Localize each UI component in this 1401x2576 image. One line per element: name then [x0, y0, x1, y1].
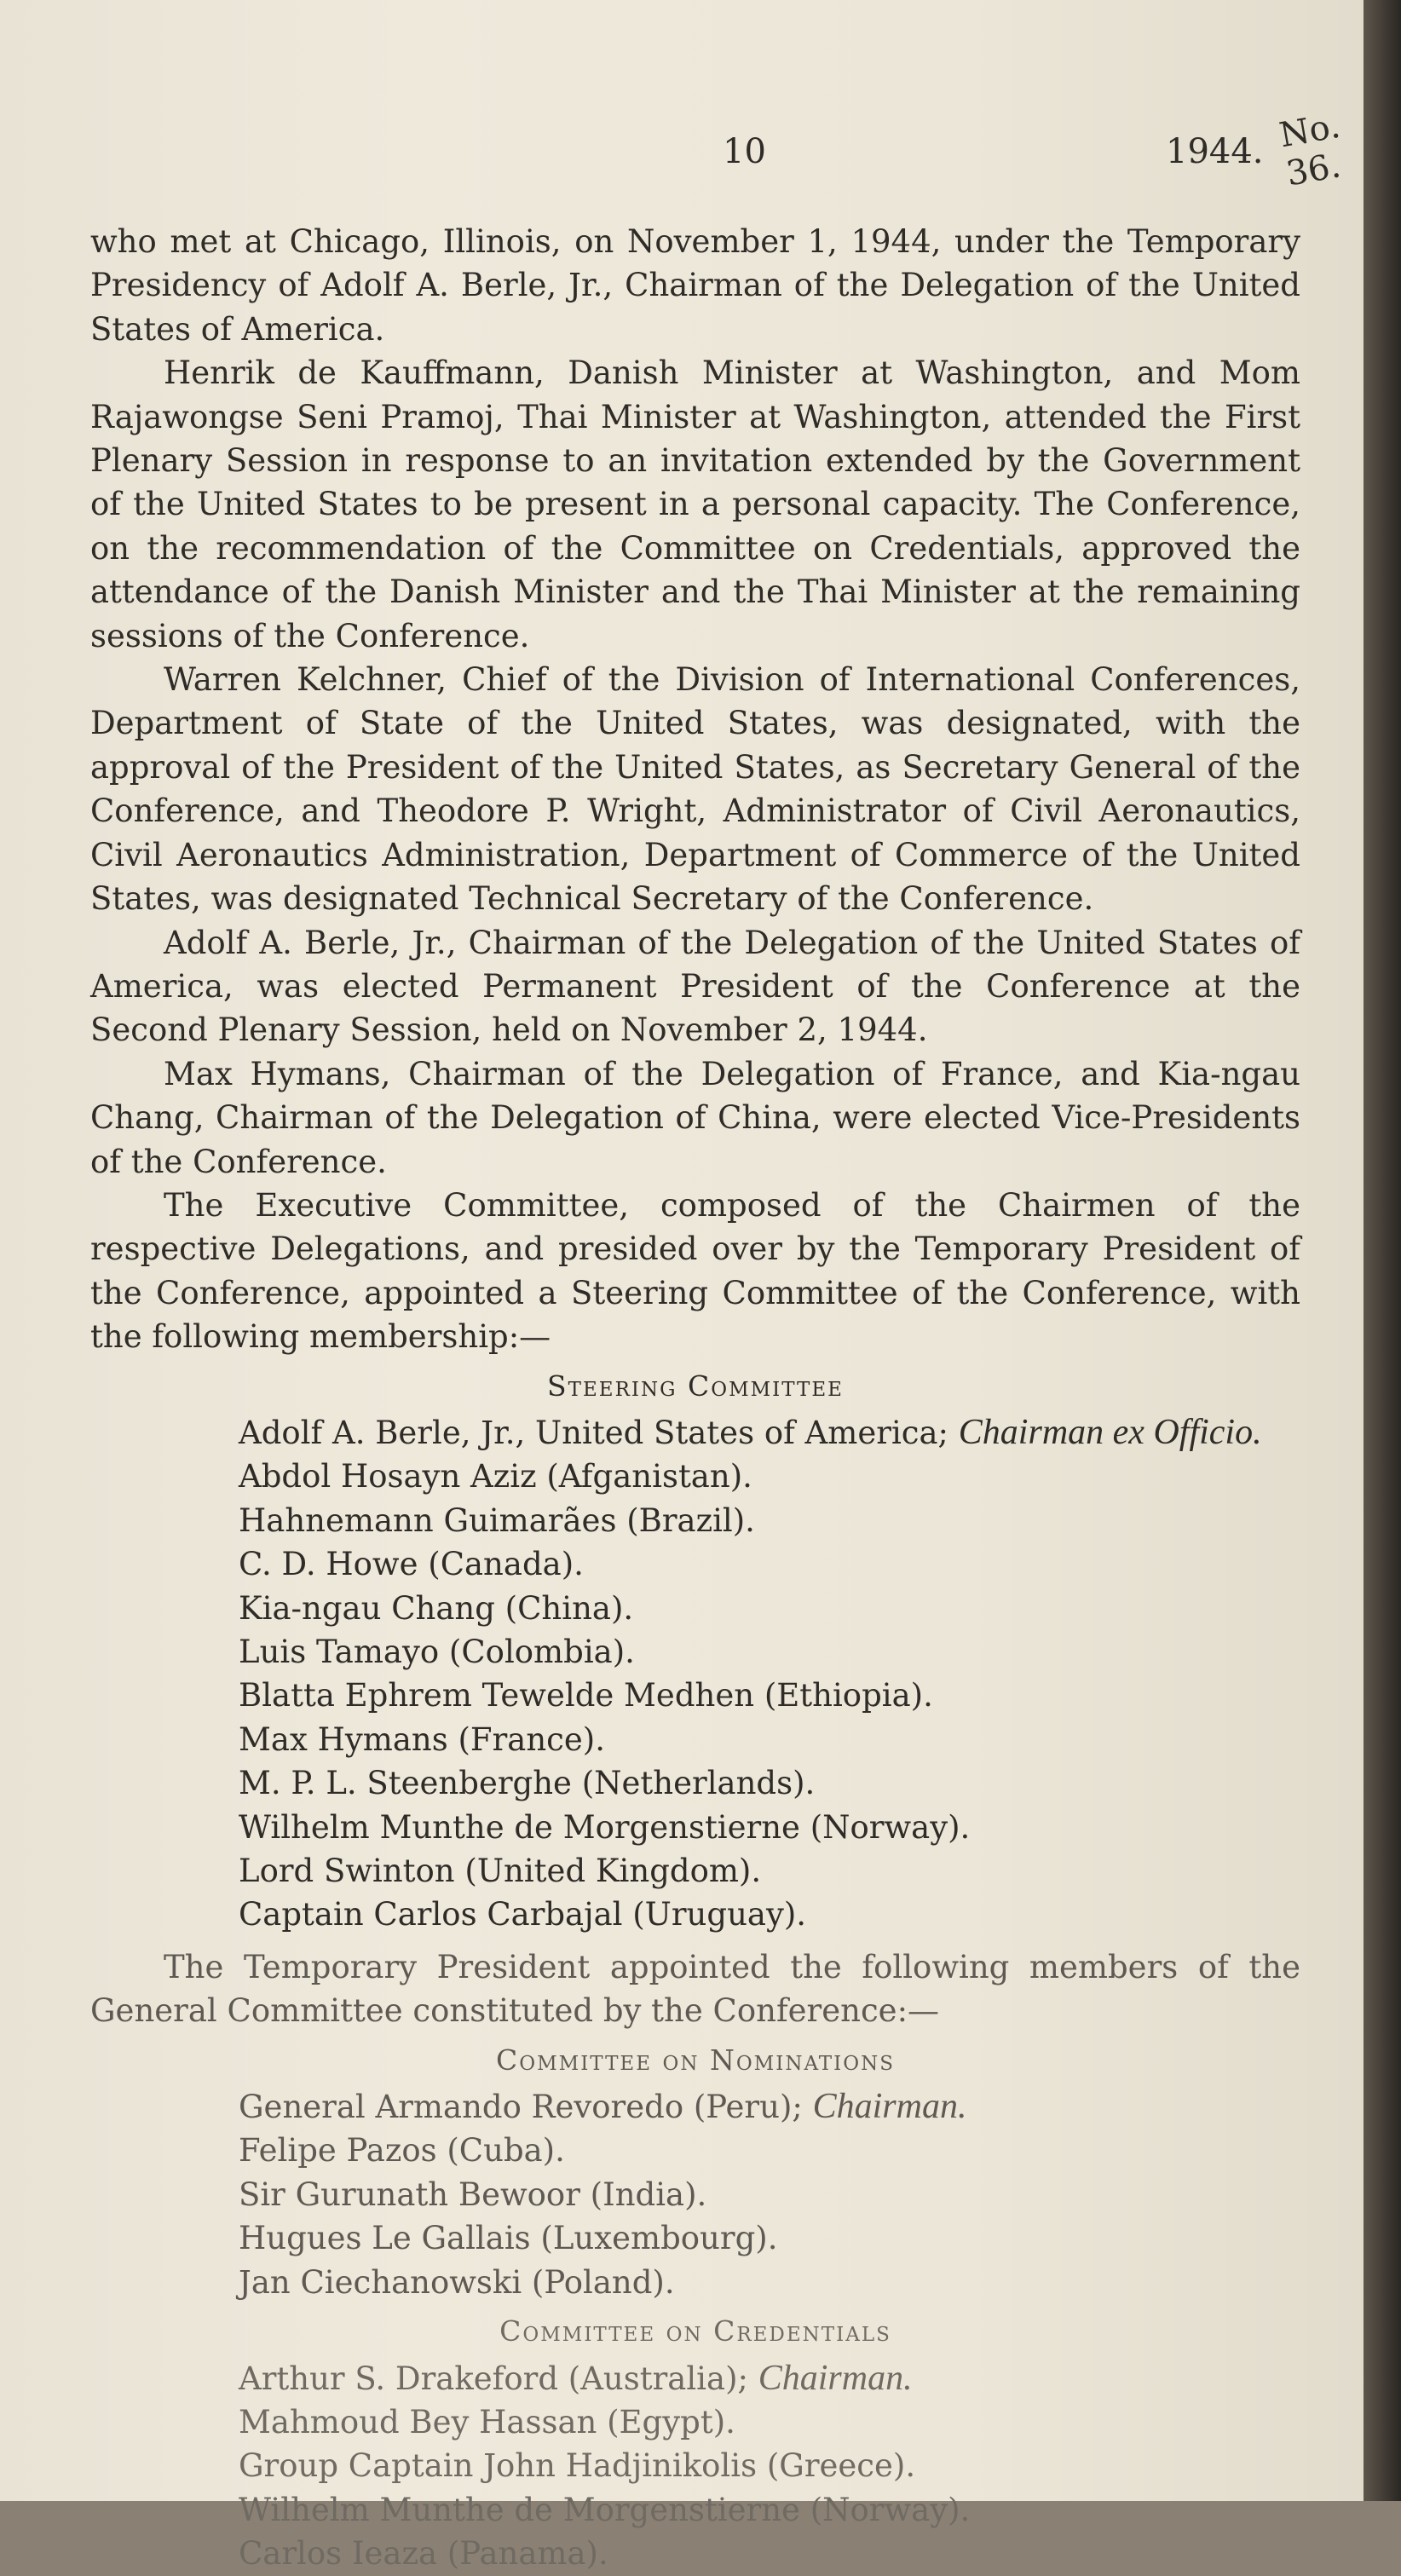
list-item: Captain Carlos Carbajal (Uruguay).	[239, 1896, 807, 1933]
paragraph-opening: who met at Chicago, Illinois, on November 1, 1944, under the Temporary Presidency of Adolf A. Berle, Jr., Chairman of the Delegation of the United States of America.	[90, 223, 1300, 348]
list-item: Group Captain John Hadjinikolis (Greece).	[239, 2447, 916, 2485]
list-item: C. D. Howe (Canada).	[239, 1546, 584, 1583]
list-item: Kia-ngau Chang (China).	[239, 1589, 634, 1627]
page-edge-shadow	[1364, 0, 1401, 2501]
year-label: 1944.	[1166, 132, 1264, 171]
credentials-committee-list	[90, 2357, 1300, 2576]
steering-committee-heading: Steering Committee	[547, 1369, 844, 1403]
list-item: Arthur S. Drakeford (Australia); Chairman.	[239, 2358, 913, 2398]
list-item: Lord Swinton (United Kingdom).	[239, 1853, 762, 1890]
list-item: Max Hymans (France).	[239, 1720, 605, 1758]
paragraph-president: Adolf A. Berle, Jr., Chairman of the Delegation of the United States of America, was elected Permanent President of the Conference at the Second Plenary Session, held on November 2, 1944.	[90, 924, 1300, 1049]
paragraph-attendance: Henrik de Kauffmann, Danish Minister at Washington, and Mom Rajawongse Seni Pramoj, Thai Minister at Washington, attended the First Plenary Session in response to an invitation extended by the Government of the United States to be present in a personal capacity. The Conference, on the recommendation of the Committee on Credentials, approved the attendance of the Danish Minister and the Thai Minister at the remaining sessions of the Conference.	[90, 354, 1300, 654]
credentials-committee-heading: Committee on Credentials	[499, 2314, 891, 2348]
list-item: Hugues Le Gallais (Luxembourg).	[239, 2220, 778, 2257]
paragraph-secretariat: Warren Kelchner, Chief of the Division of International Conferences, Department of State of the United States, was designated, with the approval of the President of the United States, as Secretary General of the Conference, and Theodore P. Wright, Administrator of Civil Aeronautics, Civil Aeronautics Administration, Department of Commerce of the United States, was designated Technical Secretary of the Conference.	[90, 661, 1300, 918]
list-item: Wilhelm Munthe de Morgenstierne (Norway).	[239, 1808, 971, 1846]
list-item: Abdol Hosayn Aziz (Afganistan).	[239, 1458, 752, 1495]
paragraph-general-committee: The Temporary President appointed the following members of the General Committee constituted by the Conference:—	[90, 1948, 1300, 2030]
list-item: Luis Tamayo (Colombia).	[239, 1634, 635, 1670]
document-number: No. 36.	[1277, 106, 1344, 194]
nominations-committee-heading: Committee on Nominations	[496, 2043, 895, 2077]
list-item: Blatta Ephrem Tewelde Medhen (Ethiopia).	[239, 1677, 933, 1714]
paragraph-vice-presidents: Max Hymans, Chairman of the Delegation of France, and Kia-ngau Chang, Chairman of the Delegation of China, were elected Vice-Presidents of the Conference.	[90, 1055, 1300, 1180]
page-header	[0, 106, 1364, 194]
list-item: Adolf A. Berle, Jr., United States of America; Chairman ex Officio.	[239, 1412, 1262, 1452]
document-body	[90, 220, 1300, 2576]
list-item: Hahnemann Guimarães (Brazil).	[239, 1501, 755, 1539]
list-item: Jan Ciechanowski (Poland).	[239, 2263, 675, 2301]
paragraph-executive-committee: The Executive Committee, composed of the Chairmen of the respective Delegations, and presided over by the Temporary President of the Conference, appointed a Steering Committee of the Conference, with the following membership:—	[90, 1186, 1300, 1356]
page-number: 10	[723, 132, 766, 171]
list-item: M. P. L. Steenberghe (Netherlands).	[239, 1765, 816, 1802]
nominations-committee-list	[90, 2085, 1300, 2304]
list-item: Felipe Pazos (Cuba).	[239, 2132, 565, 2170]
list-item: Sir Gurunath Bewoor (India).	[239, 2175, 707, 2213]
list-item: General Armando Revoredo (Peru); Chairman.	[239, 2087, 967, 2127]
chair-role: Chairman.	[812, 2087, 967, 2127]
list-item: Carlos Ieaza (Panama).	[239, 2535, 608, 2573]
chair-role: Chairman ex Officio.	[958, 1412, 1262, 1452]
list-item: Wilhelm Munthe de Morgenstierne (Norway).	[239, 2491, 971, 2528]
list-item: Mahmoud Bey Hassan (Egypt).	[239, 2403, 735, 2441]
steering-committee-list	[90, 1411, 1300, 1937]
chair-role: Chairman.	[758, 2358, 913, 2398]
